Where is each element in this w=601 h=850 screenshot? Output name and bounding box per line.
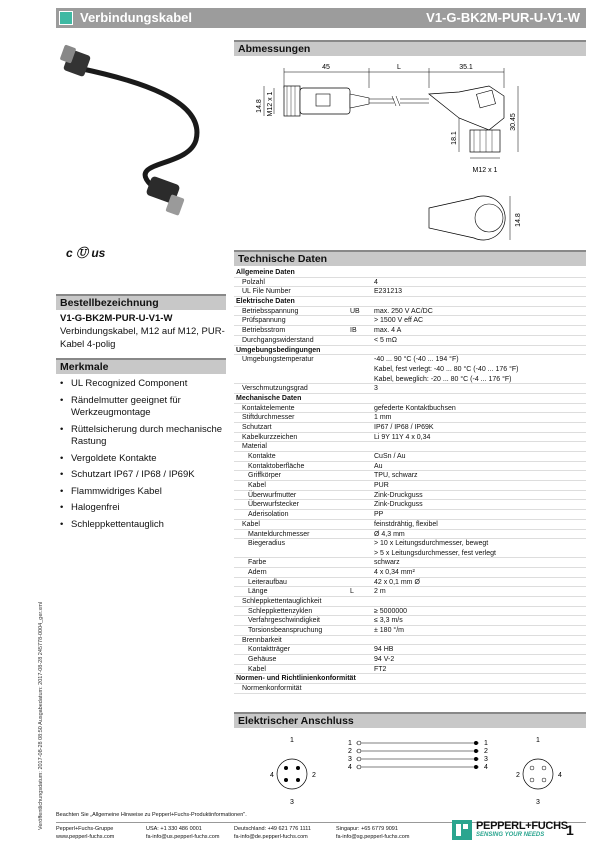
row-label: Brennbarkeit [242,636,282,644]
row-value [374,287,402,297]
table-row [234,278,586,288]
dim-18-1: 18.1 [451,131,458,145]
row-value-line: ± 180 °/m [374,627,404,634]
feature-item: • Halogenfrei [60,502,228,515]
row-value-line: 4 [374,278,378,286]
table-row [234,558,586,568]
row-value-line: Li 9Y 11Y 4 x 0,34 [374,433,431,441]
row-label: Kontaktoberfläche [248,462,305,470]
table-row [234,645,586,655]
row-label: Kontaktelemente [242,404,295,412]
table-section-row [234,394,586,404]
table-row [234,462,586,472]
feature-item: • Rändelmutter geeignet für Werkzeugmontage [60,395,228,420]
row-label: Elektrische Daten [236,298,295,306]
row-label: Griffkörper [248,472,281,480]
table-row [234,355,586,384]
order-section-header: Bestellbezeichnung [56,296,226,310]
row-value [374,530,405,540]
product-photo [56,40,226,250]
row-value [374,307,433,317]
row-label: Material [242,443,267,451]
row-value-line: > 5 x Leitungsdurchmesser, fest verlegt [374,549,496,557]
row-label: Schleppkettentauglichkeit [242,597,322,605]
brand-name: PEPPERL+FUCHS [476,820,568,832]
row-label: Umgebungsbedingungen [236,346,321,354]
table-row [234,433,586,443]
table-row [234,442,586,452]
row-value-line: TPU, schwarz [374,472,418,480]
row-value-line: 3 [374,385,378,393]
table-row [234,665,586,675]
feature-item: • UL Recognized Component [60,378,228,391]
features-section-header: Merkmale [56,360,226,374]
table-row [234,597,586,607]
dim-14-8-b: 14.8 [515,213,522,227]
order-description: Verbindungskabel, M12 auf M12, PUR-Kabel 4-polig [60,326,225,350]
row-value-line: ≥ 5000000 [374,607,408,615]
brand-mark-icon [452,820,472,840]
row-label: Schleppkettenzyklen [248,607,313,615]
feature-item: • Rüttelsicherung durch mechanische Rastung [60,424,228,449]
wire-2-left-label: 2 [348,748,352,755]
row-label: Kabel [242,520,260,528]
footer-col-sg [336,826,409,841]
wire-4-left-label: 4 [348,764,352,771]
right-pin-3-label: 3 [536,799,540,806]
table-row [234,530,586,540]
left-pin-2-label: 2 [312,772,316,779]
table-row [234,491,586,501]
brand-slogan: SENSING YOUR NEEDS [476,832,545,838]
page-number: 1 [566,822,574,838]
row-value-line: 2 m [374,588,386,596]
row-value [374,558,400,568]
row-label: Überwurfstecker [248,501,299,509]
row-value-line: E231213 [374,288,403,296]
row-value-line: schwarz [374,559,400,567]
row-value-line: PP [374,511,384,519]
row-value-line: Kabel, fest verlegt: -40 ... 80 °C (-40 ... 176 °F) [374,365,519,373]
wire-1-left-label: 1 [348,740,352,747]
row-value-line: gefederte Kontaktbuchsen [374,404,456,412]
row-value [374,578,420,588]
row-label: Prüfspannung [242,317,286,325]
row-value [374,471,418,481]
table-row [234,481,586,491]
row-label: Allgemeine Daten [236,269,295,276]
row-symbol: IB [350,327,357,335]
brand-logo [452,818,580,842]
table-row [234,636,586,646]
footer-group-web[interactable]: www.pepperl-fuchs.com [56,833,115,840]
row-value-line: < 5 mΩ [374,336,397,344]
row-value-line: > 10 x Leitungsdurchmesser, bewegt [374,540,489,548]
table-row [234,336,586,346]
table-row [234,404,586,414]
header-bar [56,8,586,28]
wire-2-right-label: 2 [484,748,488,755]
row-label: Durchgangswiderstand [242,336,314,344]
row-value [374,433,430,443]
footer-note: Beachten Sie „Allgemeine Hinweise zu Pepperl+Fuchs-Produktinformationen". [56,812,247,818]
row-value [374,616,403,626]
row-value-line: max. 4 A [374,327,402,335]
row-label: Verschmutzungsgrad [242,385,308,393]
order-code: V1-G-BK2M-PUR-U-V1-W [60,313,173,324]
footer-col-usa [146,826,219,841]
dim-m12: M12 x 1 [267,91,274,117]
row-label: Verfahrgeschwindigkeit [248,617,320,625]
row-label: Aderisolation [248,511,289,519]
row-value [374,626,404,636]
table-section-row [234,297,586,307]
table-row [234,452,586,462]
footer-group-name: Pepperl+Fuchs-Gruppe [56,826,114,832]
row-label: Kabel [248,482,266,490]
row-value-line: FT2 [374,665,387,673]
footer-sg-email[interactable]: fa-info@sg.pepperl-fuchs.com [336,833,410,840]
technical-section-header: Technische Daten [234,252,586,266]
row-label: Biegeradius [248,540,285,548]
wire-1-right-label: 1 [484,740,488,747]
header-square-icon [59,11,73,25]
row-value [374,452,406,462]
row-label: Betriebsspannung [242,307,299,315]
row-value-line: 94 V-2 [374,656,395,664]
header-title: Verbindungskabel [80,10,192,25]
row-label: Schutzart [242,423,272,431]
dim-m12-b: M12 x 1 [472,167,498,174]
publication-info: Veröffentlichungsdatum: 2017-08-28 08:50 Ausgabedatum: 2017-08-28 245778-0004_ger.xml [38,601,44,830]
row-value [374,384,378,394]
table-row [234,539,586,558]
dim-l: L [397,64,401,71]
row-value [374,278,378,288]
footer-usa-phone: USA: +1 330 486 0001 [146,826,202,832]
row-value-line: PUR [374,482,389,490]
table-row [234,655,586,665]
table-row [234,471,586,481]
row-label: Adern [248,568,267,576]
table-row [234,616,586,626]
row-value-line: Zink-Druckguss [374,501,423,509]
row-value-line: 42 x 0,1 mm Ø [374,578,420,586]
row-value [374,336,397,346]
table-row [234,384,586,394]
table-row [234,500,586,510]
row-value [374,355,519,384]
row-label: Kontakte [248,453,276,460]
row-value [374,568,415,578]
footer-de-email[interactable]: fa-info@de.pepperl-fuchs.com [234,833,308,840]
table-row [234,607,586,617]
row-value-line: Ø 4,3 mm [374,530,405,538]
table-section-row [234,674,586,684]
footer-de-phone: Deutschland: +49 621 776 1111 [234,826,311,832]
row-label: Normenkonformität [242,685,302,693]
table-row [234,587,586,597]
electrical-section-header: Elektrischer Anschluss [234,714,586,728]
left-pin-4-label: 4 [270,772,274,779]
features-list [60,378,228,535]
dimension-drawing [234,58,586,248]
wiring-diagram [234,732,586,808]
row-label: Kontaktträger [248,646,291,654]
row-label: Normen- und Richtlinienkonformität [236,675,356,683]
header-part-number: V1-G-BK2M-PUR-U-V1-W [426,10,580,25]
row-label: Kabel [248,665,266,673]
row-label: Mechanische Daten [236,394,302,402]
row-value [374,520,438,530]
feature-item: • Vergoldete Kontakte [60,453,228,466]
row-value-line: 94 HB [374,646,394,654]
row-value [374,316,423,326]
table-row [234,287,586,297]
row-label: Manteldurchmesser [248,530,310,538]
row-value [374,510,383,520]
row-symbol: UB [350,307,360,315]
row-value-line: feinstdrähtig, flexibel [374,520,438,528]
row-value [374,655,394,665]
feature-item: • Schutzart IP67 / IP68 / IP69K [60,469,228,482]
table-row [234,510,586,520]
row-label: Betriebsstrom [242,327,286,335]
dim-30-45: 30.45 [510,113,517,131]
wire-3-left-label: 3 [348,756,352,763]
row-value [374,326,401,336]
row-value-line: 4 x 0,34 mm² [374,568,415,576]
row-value [374,539,496,558]
row-value-line: CuSn / Au [374,453,406,460]
footer-col-group [56,826,114,841]
row-symbol: L [350,588,354,596]
table-row [234,326,586,336]
wire-3-right-label: 3 [484,756,488,763]
row-label: Polzahl [242,278,265,286]
feature-item: • Flammwidriges Kabel [60,486,228,499]
dimensions-section-header: Abmessungen [234,42,586,56]
row-value [374,413,392,423]
dim-45: 45 [322,64,330,71]
row-value [374,423,434,433]
table-row [234,423,586,433]
row-value [374,645,393,655]
right-pin-2-label: 2 [516,772,520,779]
table-row [234,578,586,588]
table-row [234,684,586,694]
technical-data-table [234,268,586,694]
feature-item: • Schleppkettentauglich [60,519,228,532]
wire-4-right-label: 4 [484,764,488,771]
row-label: Kabelkurzzeichen [242,433,298,441]
table-row [234,520,586,530]
table-row [234,568,586,578]
left-pin-1-label: 1 [290,737,294,744]
dim-35-1: 35.1 [459,64,473,71]
row-value-line: > 1500 V eff AC [374,317,424,325]
table-row [234,626,586,636]
row-value-line: -40 ... 90 °C (-40 ... 194 °F) [374,356,459,364]
table-row [234,307,586,317]
footer-col-de [234,826,311,841]
table-section-row [234,346,586,356]
row-value [374,665,386,675]
row-value-line: Kabel, beweglich: -20 ... 80 °C (-4 ... 176 °F) [374,375,512,383]
table-section-row [234,268,586,278]
right-pin-1-label: 1 [536,737,540,744]
table-row [234,413,586,423]
dim-14-8: 14.8 [256,99,263,113]
row-value [374,481,389,491]
left-pin-3-label: 3 [290,799,294,806]
row-value [374,491,423,501]
row-value [374,462,383,472]
row-value [374,404,456,414]
row-label: Überwurfmutter [248,491,297,499]
row-label: Länge [248,588,268,596]
row-value [374,607,407,617]
table-row [234,316,586,326]
right-pin-4-label: 4 [558,772,562,779]
row-value-line: Zink-Druckguss [374,491,423,499]
row-value [374,500,423,510]
footer-sg-phone: Singapur: +65 6779 9091 [336,826,398,832]
ul-mark: c Ⓤ us [66,246,106,260]
row-label: Umgebungstemperatur [242,356,314,364]
row-value-line: 1 mm [374,414,392,422]
row-label: Farbe [248,559,267,567]
row-label: Gehäuse [248,656,277,664]
row-label: Leiteraufbau [248,578,287,586]
row-value-line: max. 250 V AC/DC [374,307,433,315]
row-value [374,587,386,597]
row-value-line: IP67 / IP68 / IP69K [374,423,434,431]
row-label: Stiftdurchmesser [242,414,295,422]
row-label: UL File Number [242,288,291,296]
footer-usa-email[interactable]: fa-info@us.pepperl-fuchs.com [146,833,220,840]
row-label: Torsionsbeanspruchung [248,627,323,634]
row-value-line: ≤ 3,3 m/s [374,617,403,625]
row-value-line: Au [374,462,383,470]
